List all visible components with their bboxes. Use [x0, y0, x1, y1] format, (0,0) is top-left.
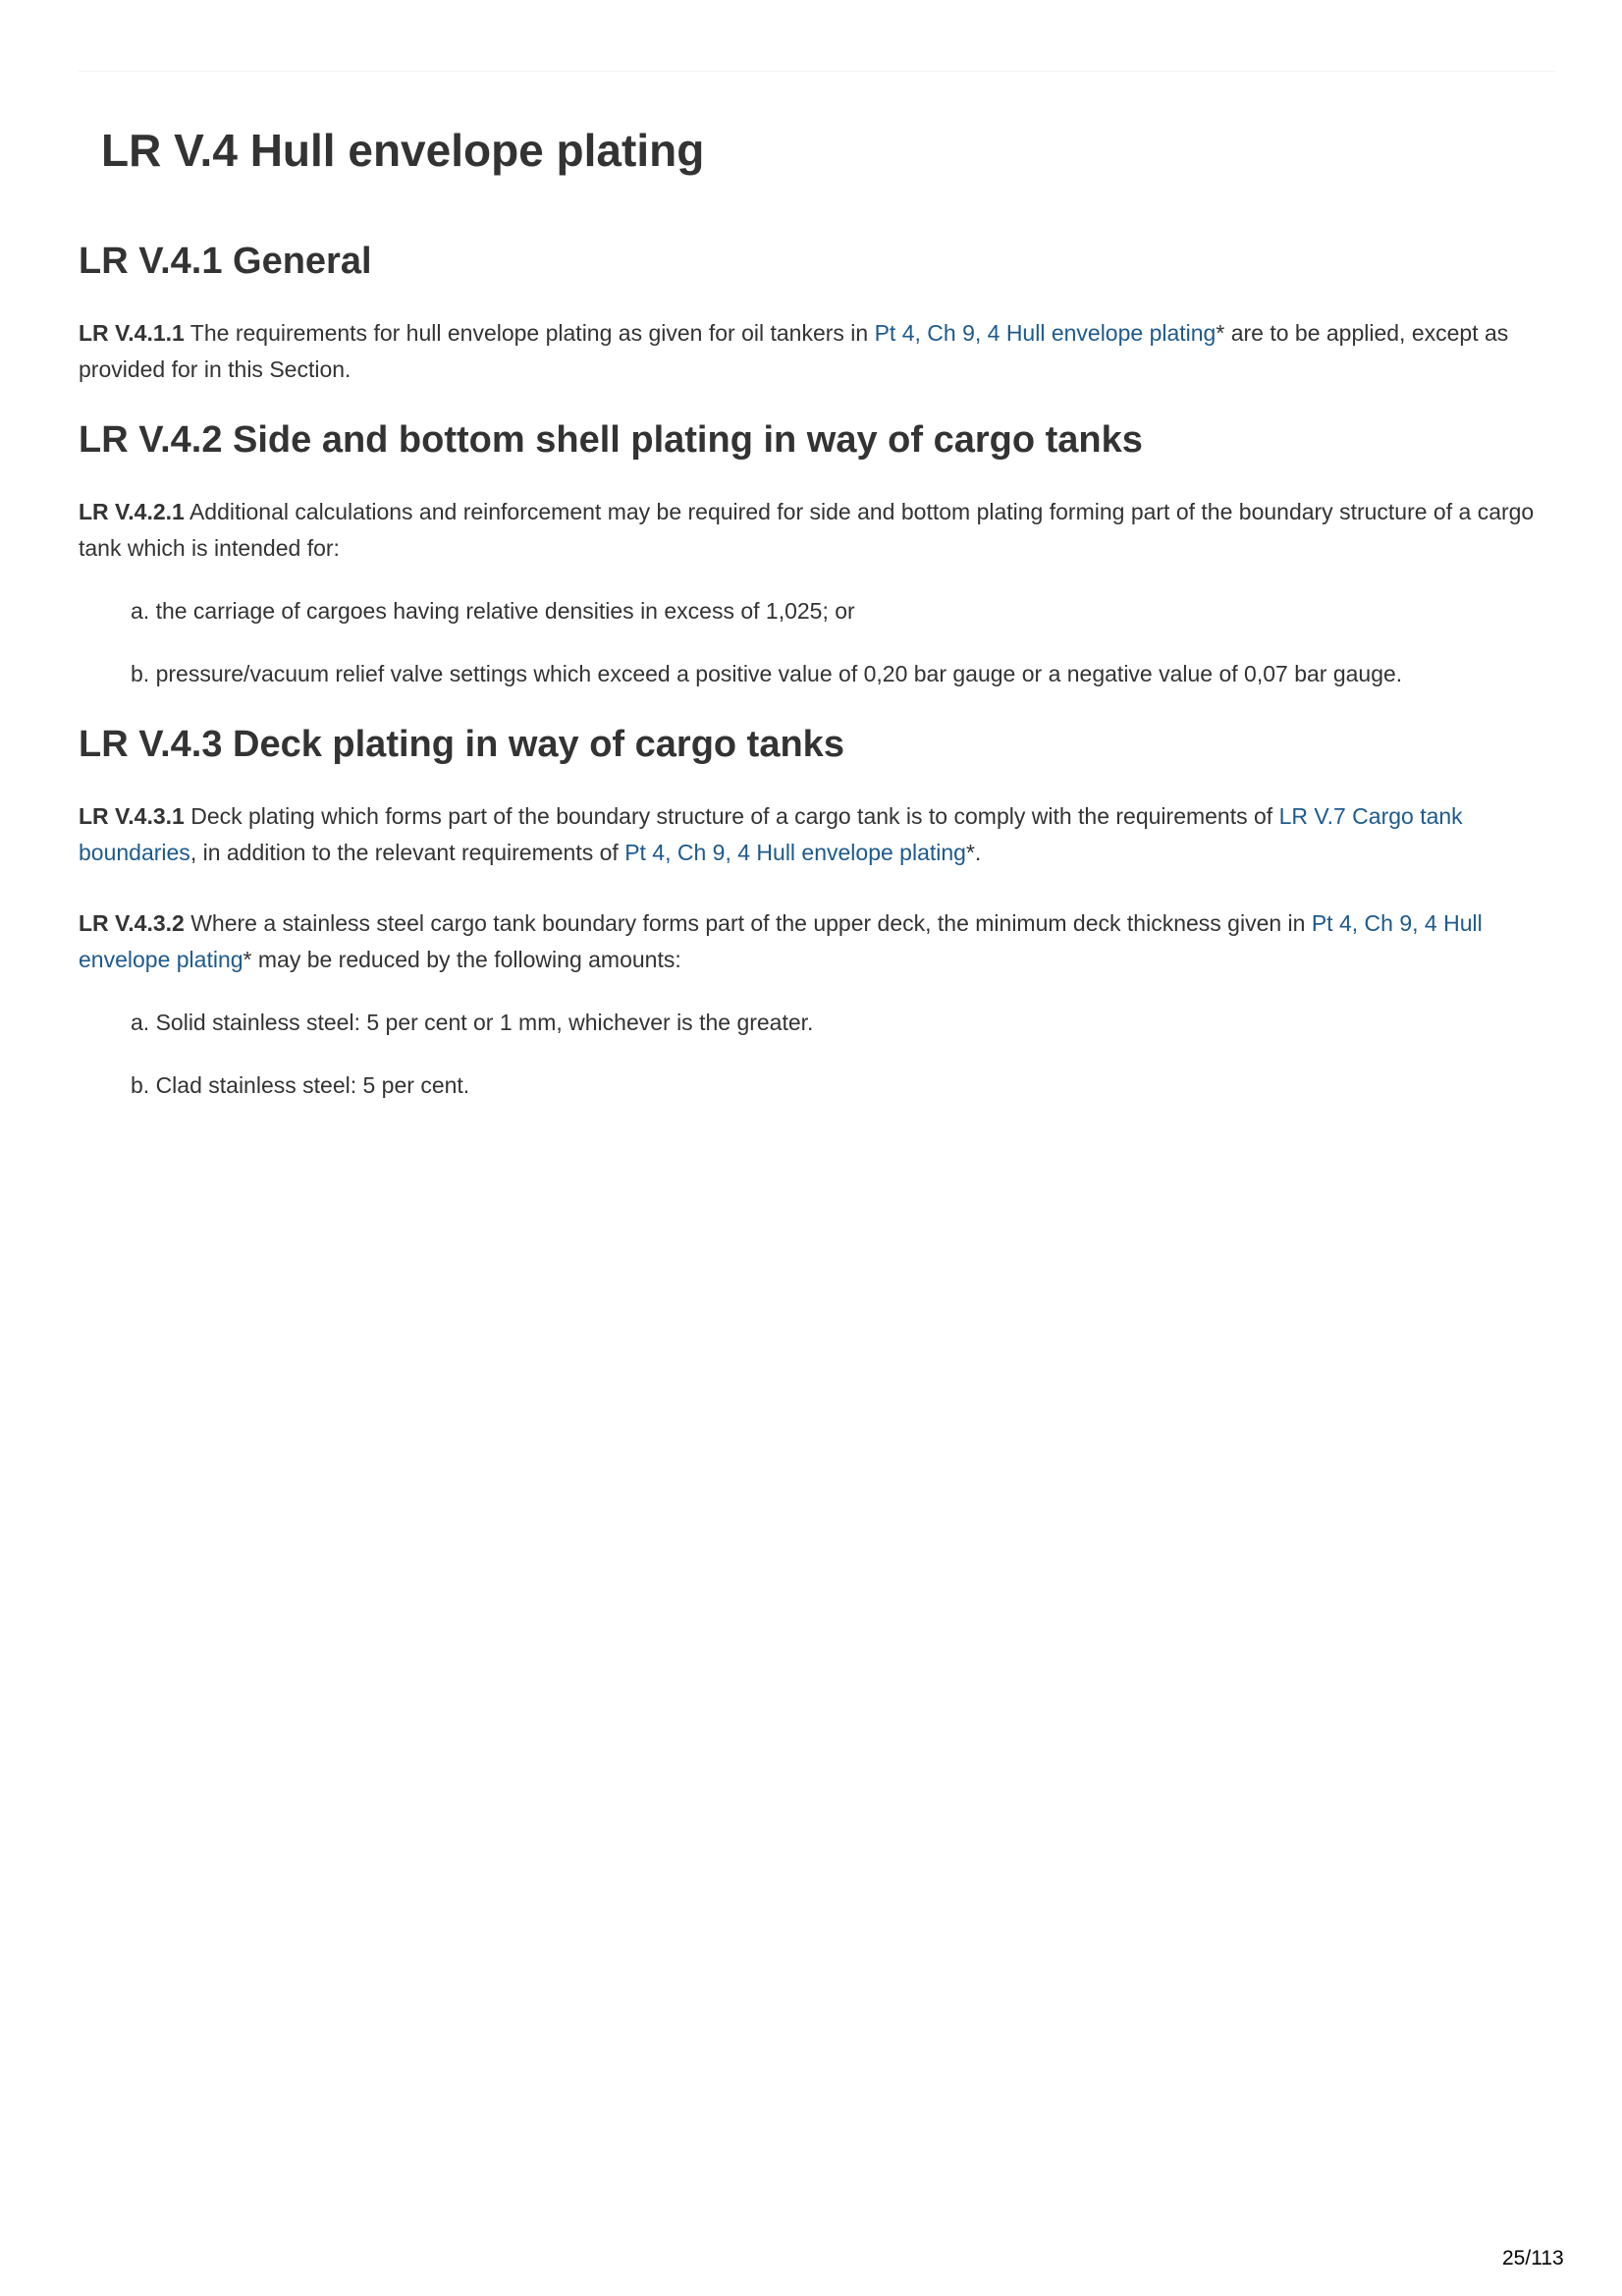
clause-ref: LR V.4.3.2 [79, 910, 185, 936]
clause-ref: LR V.4.3.1 [79, 803, 185, 829]
clause-ref: LR V.4.1.1 [79, 320, 185, 346]
paragraph-text: * are to be applied, except as provided for in this Section. [79, 320, 1509, 382]
paragraph-v411 [79, 315, 1556, 388]
link-pt4-ch9-hull-envelope[interactable]: Pt 4, Ch 9, 4 Hull envelope plating [79, 910, 1483, 972]
paragraph-text: Where a stainless steel cargo tank boundary forms part of the upper deck, the minimum deck thickness given in [184, 910, 1312, 936]
section-heading-side-bottom: LR V.4.2 Side and bottom shell plating in way of cargo tanks [79, 419, 1143, 461]
page-title: LR V.4 Hull envelope plating [101, 125, 705, 176]
header-divider [79, 71, 1556, 72]
list-item: b. Clad stainless steel: 5 per cent. [131, 1072, 470, 1098]
link-pt4-ch9-hull-envelope[interactable]: Pt 4, Ch 9, 4 Hull envelope plating [874, 320, 1216, 346]
paragraph-text: *. [965, 840, 982, 865]
section-heading-deck-plating: LR V.4.3 Deck plating in way of cargo tanks [79, 724, 844, 765]
link-pt4-ch9-hull-envelope[interactable]: Pt 4, Ch 9, 4 Hull envelope plating [624, 840, 966, 865]
list-item: a. the carriage of cargoes having relative densities in excess of 1,025; or [131, 598, 855, 624]
paragraph-v432 [79, 905, 1556, 978]
clause-ref: LR V.4.2.1 [79, 499, 185, 524]
paragraph-text: Additional calculations and reinforcement may be required for side and bottom plating forming part of the boundary structure of a cargo tank which is intended for: [79, 499, 1535, 561]
list-item: a. Solid stainless steel: 5 per cent or 1 mm, whichever is the greater. [131, 1010, 814, 1035]
paragraph-text: Deck plating which forms part of the boundary structure of a cargo tank is to comply with the requirements of [184, 803, 1279, 829]
paragraph-v431 [79, 798, 1556, 871]
paragraph-text: The requirements for hull envelope plating as given for oil tankers in [184, 320, 875, 346]
paragraph-text: , in addition to the relevant requirements of [189, 840, 625, 865]
paragraph-text: * may be reduced by the following amounts: [243, 947, 681, 972]
section-heading-general: LR V.4.1 General [79, 241, 372, 282]
link-lr-v7-cargo-tank-boundaries[interactable]: LR V.7 Cargo tank boundaries [79, 803, 1463, 865]
list-item: b. pressure/vacuum relief valve settings which exceed a positive value of 0,20 bar gauge or a negative value of 0,07 bar gauge. [131, 661, 1403, 686]
paragraph-v421 [79, 494, 1556, 567]
page-number: 25/113 [1502, 2247, 1564, 2269]
